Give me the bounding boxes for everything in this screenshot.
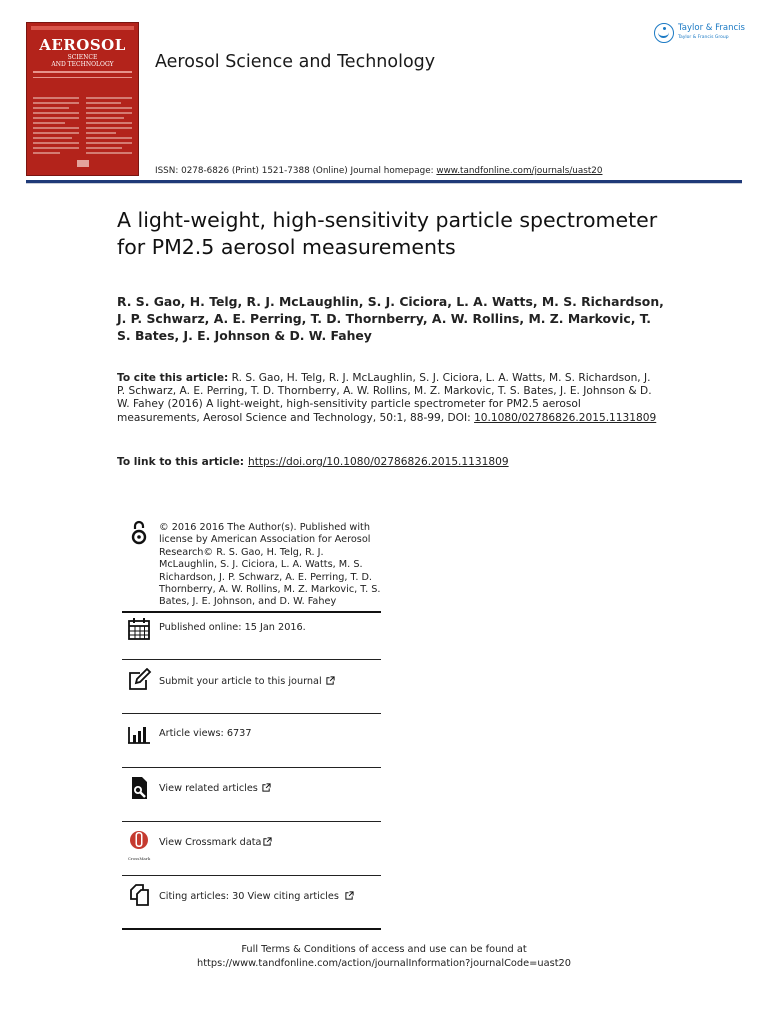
cover-top-strip	[31, 26, 134, 30]
crossmark-icon-label: CrossMark	[127, 856, 151, 861]
terms-line-1: Full Terms & Conditions of access and use can be found at	[241, 944, 527, 955]
external-link-icon	[263, 837, 272, 846]
publisher-name: Taylor & Francis	[678, 23, 745, 33]
cover-contents-left	[33, 97, 79, 155]
open-access-icon	[126, 520, 152, 546]
cover-contents-right	[86, 97, 132, 155]
crossmark-icon	[126, 830, 152, 861]
cover-publisher-mark	[77, 160, 89, 167]
citing-articles-row[interactable]	[122, 876, 381, 928]
link-label: To link to this article:	[117, 456, 244, 468]
cover-subtitle-line-2: AND TECHNOLOGY	[51, 61, 114, 68]
header-rule	[26, 180, 742, 183]
related-articles-row[interactable]	[122, 768, 381, 821]
external-link-icon	[326, 676, 335, 685]
journal-cover-image	[26, 22, 139, 176]
terms-footer	[0, 943, 768, 971]
article-authors: R. S. Gao, H. Telg, R. J. McLaughlin, S. J. Ciciora, L. A. Watts, M. S. Richardson, J. P. Schwarz, A. E. Perring, T. D. Thornberry, A. W. Rollins, M. Z. Markovic, T. S. Bates, J. E. Johnson & D. W. Fahey	[117, 294, 664, 343]
article-views-text: Article views: 6737	[159, 728, 252, 739]
crossmark-row[interactable]	[122, 822, 381, 875]
cover-subtitle-line-1: SCIENCE	[67, 54, 98, 61]
journal-homepage-link[interactable]: www.tandfonline.com/journals/uast20	[436, 166, 603, 176]
publisher-logo	[654, 23, 745, 43]
open-access-license	[122, 518, 381, 611]
taylor-francis-logo-icon	[654, 23, 674, 43]
cover-title: AEROSOL	[39, 36, 126, 54]
cover-contents	[33, 97, 132, 155]
submit-article-row[interactable]	[122, 660, 381, 713]
external-link-icon	[345, 891, 354, 900]
cite-text: R. S. Gao, H. Telg, R. J. McLaughlin, S. J. Ciciora, L. A. Watts, M. S. Richardson, J. P. Schwarz, A. E. Perring, T. D. Thornberry, A. W. Rollins, M. Z. Markovic, T. S. Bates, J. E. Johnson & D. W. Fahey (2016) A light-weight, high-sensitivity particle spectrometer for PM2.5 aerosol measurements, Aerosol Science and Technology, 50:1, 88-99, DOI:	[117, 372, 652, 424]
citation-block	[117, 372, 657, 425]
citing-articles-link[interactable]: Citing articles: 30 View citing articles	[159, 891, 339, 902]
document-search-icon	[126, 775, 152, 801]
related-articles-link[interactable]: View related articles	[159, 783, 258, 794]
publisher-tagline: Taylor & Francis Group	[678, 35, 729, 40]
cover-subtitle	[27, 54, 138, 68]
issn-text: ISSN: 0278-6826 (Print) 1521-7388 (Online) Journal homepage:	[155, 166, 437, 176]
edit-pencil-icon	[126, 668, 152, 694]
external-link-icon	[262, 783, 271, 792]
article-link-block	[117, 455, 677, 469]
cover-divider	[33, 77, 132, 78]
submit-article-link[interactable]: Submit your article to this journal	[159, 676, 322, 687]
terms-line-2[interactable]: https://www.tandfonline.com/action/journalInformation?journalCode=uast20	[196, 958, 572, 969]
bar-chart-icon	[126, 721, 152, 747]
published-online-text: Published online: 15 Jan 2016.	[159, 622, 306, 633]
published-online	[122, 613, 381, 659]
calendar-icon	[126, 616, 152, 642]
issn-line	[155, 166, 602, 176]
cite-doi-link[interactable]: 10.1080/02786826.2015.1131809	[474, 411, 657, 424]
article-doi-link[interactable]: https://doi.org/10.1080/02786826.2015.1131809	[248, 456, 509, 468]
citing-documents-icon	[126, 882, 152, 908]
license-text: © 2016 2016 The Author(s). Published with license by American Association for Aerosol Research© R. S. Gao, H. Telg, R. J. McLaughlin, S. J. Ciciora, L. A. Watts, M. S. Richardson, J. P. Schwarz, A. E. Perring, T. D. Thornberry, A. W. Rollins, M. Z. Markovic, T. S. Bates, J. E. Johnson, and D. W. Fahey	[159, 522, 381, 608]
cite-label: To cite this article:	[117, 372, 229, 384]
article-info-panel	[122, 518, 381, 930]
journal-name: Aerosol Science and Technology	[155, 52, 436, 72]
cover-divider	[33, 71, 132, 73]
article-views-row	[122, 714, 381, 767]
crossmark-link[interactable]: View Crossmark data	[159, 837, 262, 848]
divider	[122, 928, 381, 930]
article-title: A light-weight, high-sensitivity particle spectrometer for PM2.5 aerosol measurements	[117, 208, 658, 259]
